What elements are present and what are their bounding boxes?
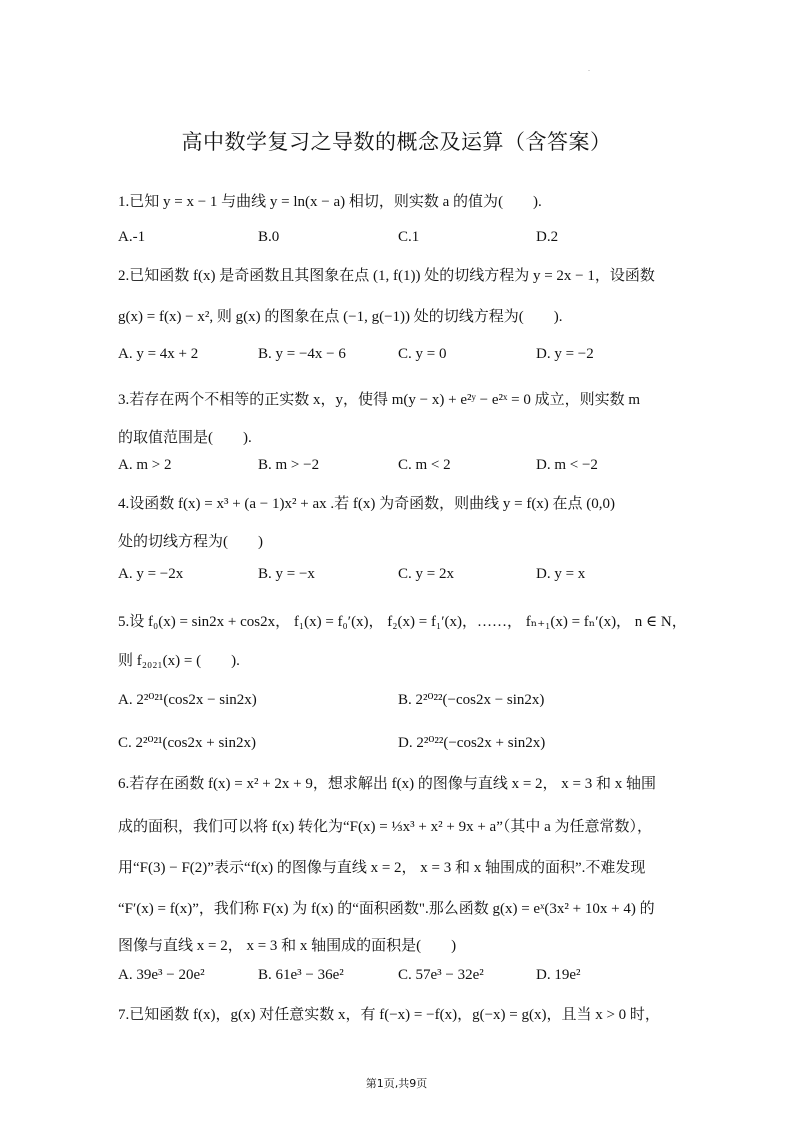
option-a: A.-1 — [118, 229, 146, 245]
question-5-options-row-2 — [118, 733, 718, 753]
question-5-stem-line-2: 则 f₂₀₂₁(x) = ( ). — [118, 653, 240, 669]
option-d: D. m < −2 — [536, 457, 598, 473]
question-6-stem-line-4: “F′(x) = f(x)”，我们称 F(x) 为 f(x) 的“面积函数".那么函数 g(x) = eˣ(3x² + 10x + 4) 的 — [118, 901, 655, 917]
option-a: A. m > 2 — [118, 457, 172, 473]
question-1-stem: 1.已知 y = x − 1 与曲线 y = ln(x − a) 相切，则实数 a 的值为( ). — [118, 194, 542, 210]
option-a: A. y = 4x + 2 — [118, 346, 199, 362]
question-3-stem-line-1: 3.若存在两个不相等的正实数 x，y，使得 m(y − x) + e²ʸ − e²ˣ = 0 成立，则实数 m — [118, 392, 641, 408]
option-c: C. y = 2x — [398, 566, 454, 582]
option-c: C. 57e³ − 32e² — [398, 967, 484, 983]
option-b: B. 61e³ − 36e² — [258, 967, 344, 983]
option-c: C.1 — [398, 229, 420, 245]
question-7-stem-line-1: 7.已知函数 f(x)，g(x) 对任意实数 x，有 f(−x) = −f(x)，g(−x) = g(x)，且当 x > 0 时， — [118, 1007, 660, 1023]
question-6-stem-line-2: 成的面积，我们可以将 f(x) 转化为“F(x) = ⅓x³ + x² + 9x + a”（其中 a 为任意常数）， — [118, 819, 653, 835]
question-2-options — [118, 346, 718, 366]
option-a: A. y = −2x — [118, 566, 184, 582]
option-d: D.2 — [536, 229, 559, 245]
question-4-stem-line-2: 处的切线方程为( ) — [118, 534, 263, 550]
question-6-options — [118, 967, 718, 987]
option-b: B.0 — [258, 229, 280, 245]
question-2-stem-line-2: g(x) = f(x) − x², 则 g(x) 的图象在点 (−1, g(−1)) 处的切线方程为( ). — [118, 309, 563, 325]
question-3-stem-line-2: 的取值范围是( ). — [118, 430, 252, 446]
option-c: C. 2²⁰²¹(cos2x + sin2x) — [118, 735, 256, 751]
option-c: C. y = 0 — [398, 346, 447, 362]
option-d: D. y = −2 — [536, 346, 594, 362]
question-4-stem-line-1: 4.设函数 f(x) = x³ + (a − 1)x² + ax .若 f(x) 为奇函数，则曲线 y = f(x) 在点 (0,0) — [118, 496, 616, 512]
option-d: D. 2²⁰²²(−cos2x + sin2x) — [398, 735, 546, 751]
question-4-options — [118, 566, 718, 586]
option-b: B. m > −2 — [258, 457, 320, 473]
question-6-stem-line-3: 用“F(3) − F(2)”表示“f(x) 的图像与直线 x = 2， x = 3 和 x 轴围成的面积”.不难发现 — [118, 860, 646, 876]
option-d: D. y = x — [536, 566, 586, 582]
page-title: 高中数学复习之导数的概念及运算（含答案） — [181, 130, 612, 154]
page-footer: 第1页,共9页 — [365, 1077, 428, 1090]
question-6-stem-line-1: 6.若存在函数 f(x) = x² + 2x + 9，想求解出 f(x) 的图像与直线 x = 2， x = 3 和 x 轴围 — [118, 776, 657, 792]
option-b: B. y = −4x − 6 — [258, 346, 346, 362]
question-5-options-row-1 — [118, 690, 718, 710]
question-2-stem-line-1: 2.已知函数 f(x) 是奇函数且其图象在点 (1, f(1)) 处的切线方程为 y = 2x − 1，设函数 — [118, 268, 655, 284]
question-1-options — [118, 229, 718, 249]
option-a: A. 2²⁰²¹(cos2x − sin2x) — [118, 692, 257, 708]
option-b: B. y = −x — [258, 566, 315, 582]
option-b: B. 2²⁰²²(−cos2x − sin2x) — [398, 692, 545, 708]
corner-mark: . — [588, 64, 590, 73]
question-6-stem-line-5: 图像与直线 x = 2， x = 3 和 x 轴围成的面积是( ) — [118, 938, 457, 954]
option-c: C. m < 2 — [398, 457, 451, 473]
option-d: D. 19e² — [536, 967, 581, 983]
option-a: A. 39e³ − 20e² — [118, 967, 205, 983]
question-5-stem-line-1: 5.设 f₀(x) = sin2x + cos2x， f₁(x) = f₀′(x)， f₂(x) = f₁′(x)，……， fₙ₊₁(x) = fₙ′(x)， n ∈ N， — [118, 614, 687, 630]
question-3-options — [118, 457, 718, 477]
